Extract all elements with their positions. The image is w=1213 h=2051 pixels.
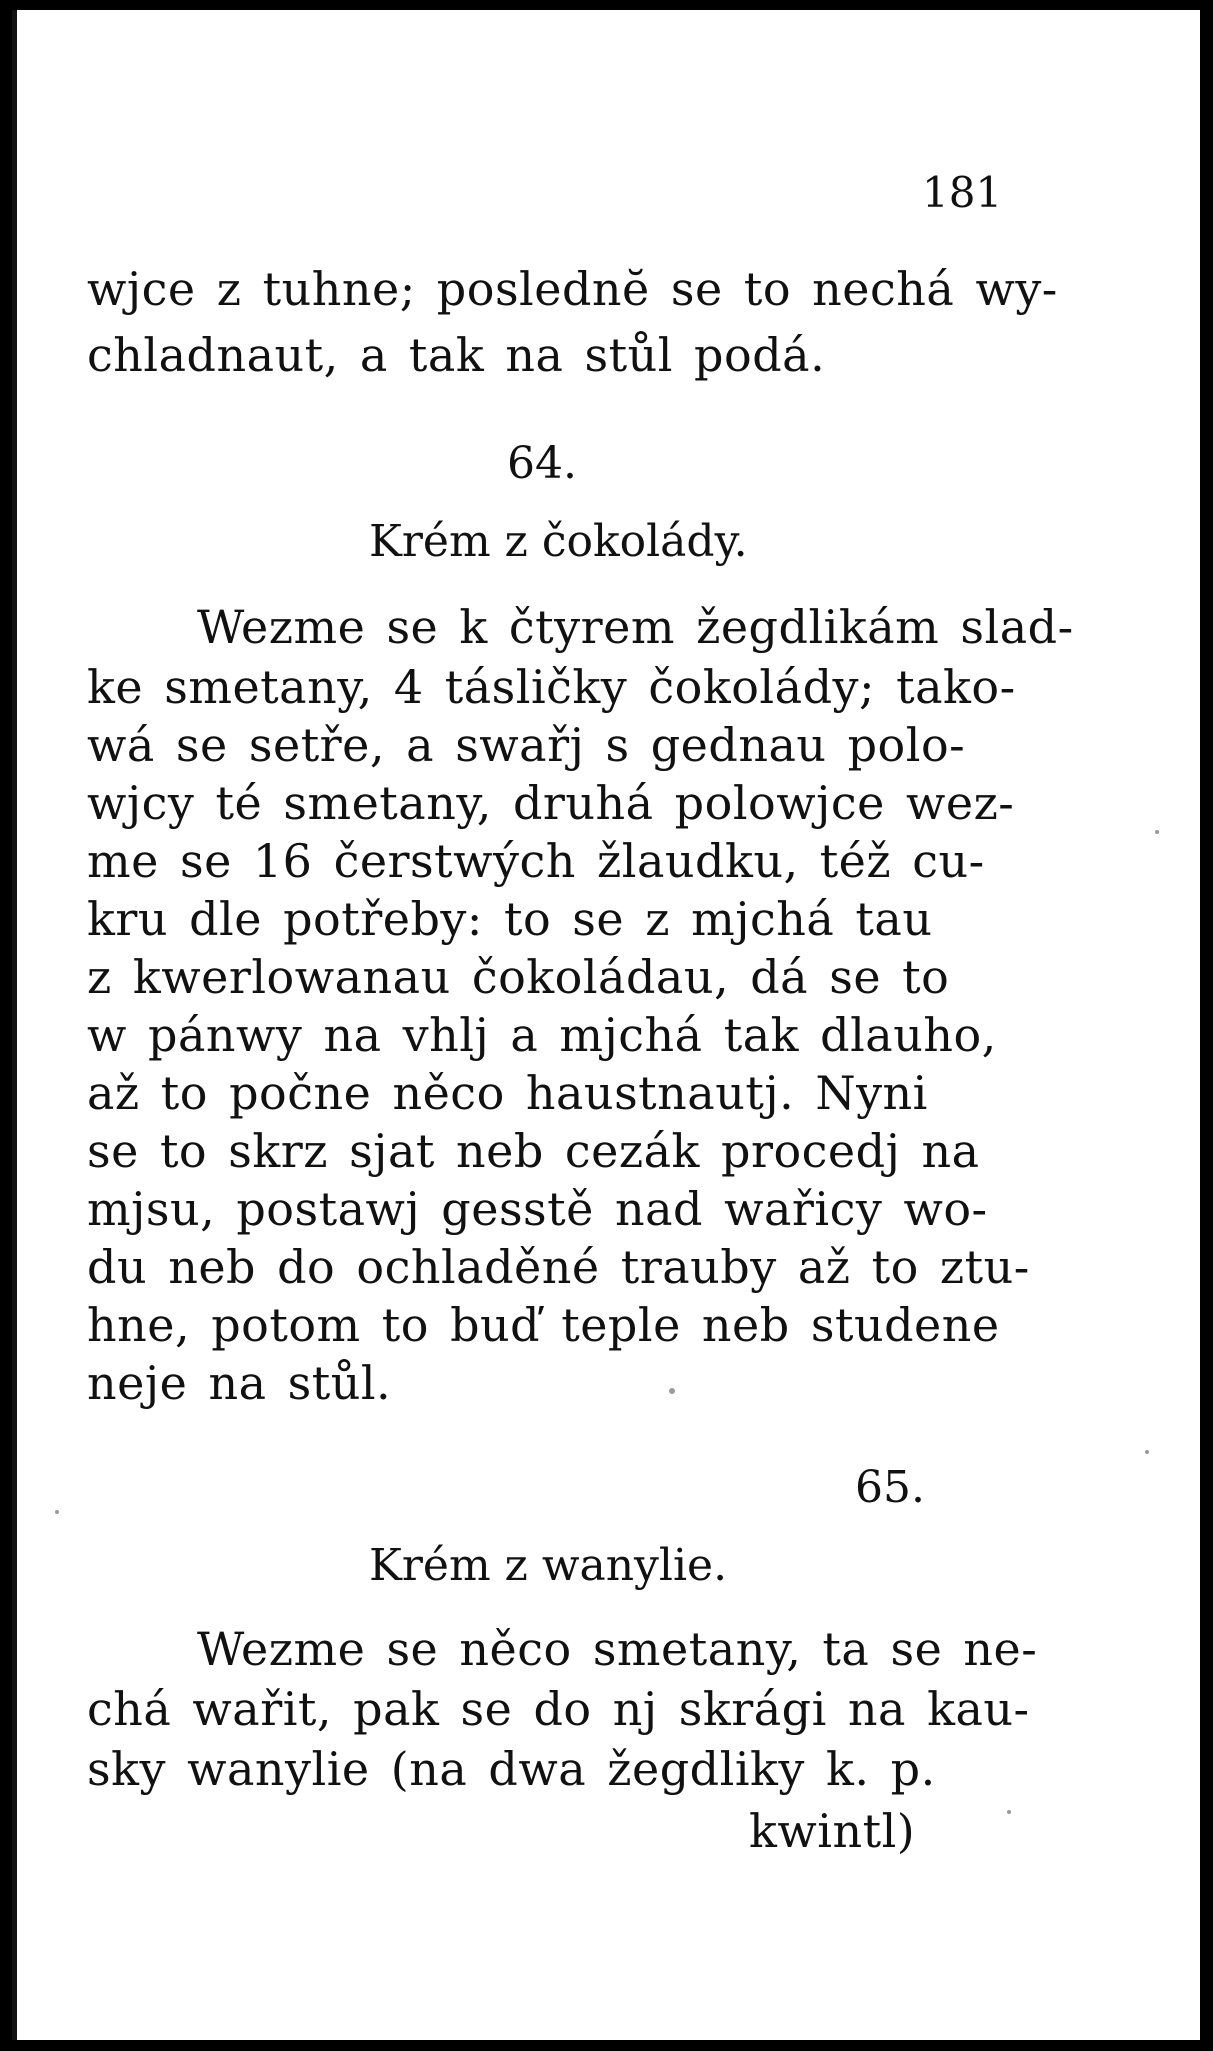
recipe-text-line: neje na stůl.: [87, 1356, 392, 1410]
carryover-line-1: wjce z tuhne; poslednĕ se to nechá wy-: [87, 262, 1058, 316]
recipe-text-line: Wezme se k čtyrem žegdlikám slad-: [197, 600, 1074, 654]
recipe-text-line: mjsu, postawj gesstě nad wařicy wo-: [87, 1182, 988, 1236]
recipe-text-line: w pánwy na vhlj a mjchá tak dlauho,: [87, 1008, 997, 1062]
book-page: [12, 10, 1200, 2040]
recipe-number: 64.: [507, 438, 577, 489]
ink-speck: [669, 1388, 675, 1394]
carryover-line-2: chladnaut, a tak na stůl podá.: [87, 328, 826, 382]
recipe-text-line: Wezme se něco smetany, ta se ne-: [197, 1622, 1038, 1676]
recipe-text-line: du neb do ochladěné trauby až to ztu-: [87, 1240, 1030, 1294]
recipe-text-line: až to počne něco haustnautj. Nyni: [87, 1066, 928, 1120]
recipe-text-line: kru dle potřeby: to se z mjchá tau: [87, 892, 933, 946]
recipe-text-line: sky wanylie (na dwa žegdliky k. p.: [87, 1742, 936, 1796]
ink-speck: [1007, 1810, 1011, 1814]
recipe-title: Krém z wanylie.: [369, 1540, 728, 1591]
recipe-title: Krém z čokolády.: [369, 516, 748, 567]
recipe-text-line: z kwerlowanau čokoládau, dá se to: [87, 950, 950, 1004]
recipe-text-line: se to skrz sjat neb cezák procedj na: [87, 1124, 980, 1178]
ink-speck: [1155, 830, 1159, 834]
recipe-text-line: me se 16 čerstwých žlaudku, též cu-: [87, 834, 985, 888]
recipe-number: 65.: [855, 1462, 925, 1513]
page-number: 181: [922, 168, 1003, 217]
ink-speck: [1145, 1450, 1149, 1454]
recipe-text-line: hne, potom to buď teple neb studene: [87, 1298, 1000, 1352]
recipe-text-line: wá se setře, a swařj s gednau polo-: [87, 718, 966, 772]
recipe-text-line: ke smetany, 4 tásličky čokolády; tako-: [87, 660, 1016, 714]
recipe-text-line: chá wařit, pak se do nj skrági na kau-: [87, 1682, 1030, 1736]
catchword: kwintl): [749, 1804, 916, 1858]
recipe-text-line: wjcy té smetany, druhá polowjce wez-: [87, 776, 1015, 830]
ink-speck: [55, 1510, 59, 1514]
